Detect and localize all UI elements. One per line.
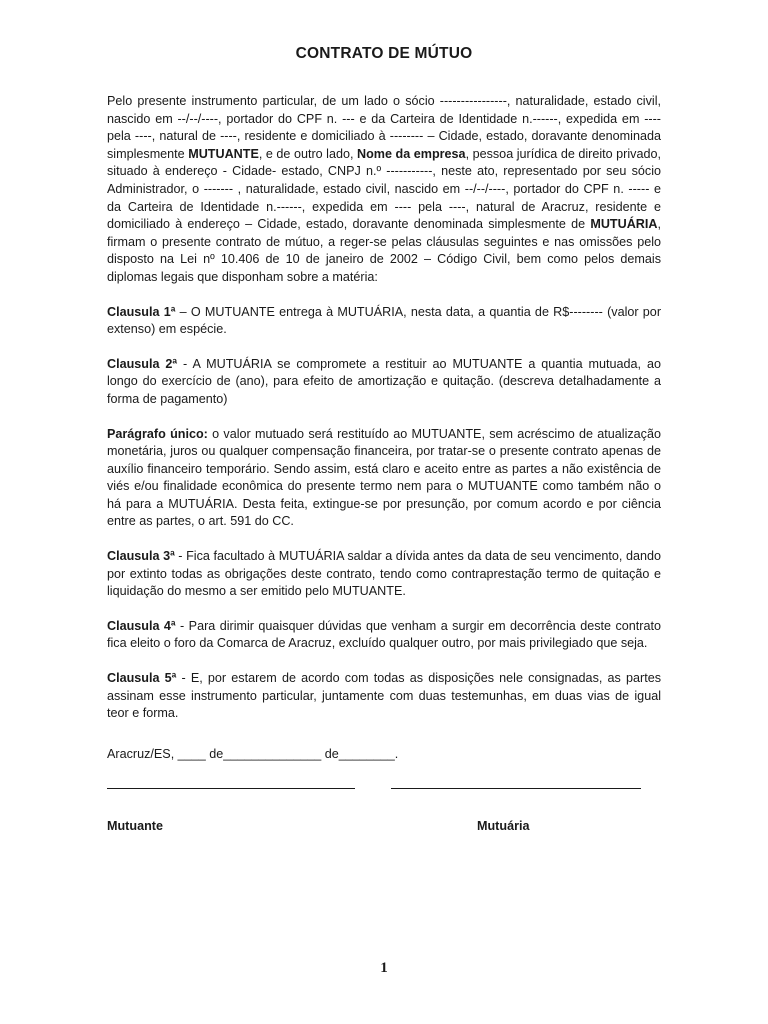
mutuante-term: MUTUANTE	[188, 146, 259, 161]
signature-line-mutuante	[107, 788, 355, 789]
company-name: Nome da empresa	[357, 146, 466, 161]
signature-label-mutuaria: Mutuária	[477, 819, 530, 833]
contract-body	[107, 93, 661, 740]
clause-5	[107, 670, 661, 723]
clause-text: o valor mutuado será restituído ao MUTUANTE, sem acréscimo de atualização monetária, juros ou qualquer compensação financeira, por tratar-se o presente contrato apenas de auxílio financeiro temporário. Sendo assim, está claro e aceito entre as partes a não existência de viés e/ou finalidade econômica do presente termo nem para o MUTUANTE como também não o há para a MUTUÁRIA. Desta feita, extingue-se por presunção, por comum acordo e por ciência entre as partes, o art. 591 do CC.	[107, 426, 661, 529]
clause-text: - E, por estarem de acordo com todas as disposições nele consignadas, as partes assinam esse instrumento particular, juntamente com duas testemunhas, em duas vias de igual teor e forma.	[107, 671, 661, 721]
preamble-text-1: Pelo presente instrumento particular, de um lado o sócio ----------------, naturalidade, estado civil, nascido em --/--/----, portador do CPF n. --- e da Carteira de Identidade n.------, expedida em ---- pela ----, natural de ----, residente e domiciliado à -------- – Cidade, estado, doravante denominada simplesmente	[107, 94, 661, 161]
clause-label: Clausula 5ª	[107, 671, 177, 686]
paragrafo-unico	[107, 426, 661, 532]
preamble-paragraph	[107, 93, 661, 287]
clause-text: - A MUTUÁRIA se compromete a restituir ao MUTUANTE a quantia mutuada, ao longo do exercício de (ano), para efeito de amortização e quitação. (descreva detalhadamente a forma de pagamento)	[107, 356, 662, 406]
clause-label: Clausula 3ª	[107, 549, 175, 564]
date-line: Aracruz/ES, ____ de______________ de________.	[107, 747, 399, 761]
clause-1	[107, 304, 661, 339]
clause-4	[107, 618, 661, 653]
clause-label: Clausula 1ª	[107, 304, 176, 319]
mutuaria-term: MUTUÁRIA	[590, 217, 658, 232]
clause-label: Clausula 2ª	[107, 356, 178, 371]
preamble-text-2: , e de outro lado,	[258, 146, 358, 161]
preamble-text-3: , pessoa jurídica de direito privado, situado à endereço - Cidade- estado, CNPJ n.º -----------, neste ato, representado por seu sócio Administrador, o ------- , naturalidade, estado civil, nascido em --/--/----, portador do CPF n. ----- e da Carteira de Identidade n.------, expedida em ---- pela ----, natural de Aracruz, residente e domiciliado à endereço – Cidade, estado, doravante denominada simplesmente de	[107, 146, 661, 232]
clause-3	[107, 548, 661, 601]
clause-text: - Para dirimir quaisquer dúvidas que venham a surgir em decorrência deste contrato fica eleito o foro da Comarca de Aracruz, excluído qualquer outro, por mais privilegiado que seja.	[107, 618, 661, 651]
clause-text: - Fica facultado à MUTUÁRIA saldar a dívida antes da data de seu vencimento, dando por extinto todas as obrigações deste contrato, tendo como contraprestação termo de quitação e liquidação do mesmo a ser emitido pelo MUTUANTE.	[107, 549, 661, 599]
signature-line-mutuaria	[391, 788, 641, 789]
clause-label: Parágrafo único:	[107, 426, 208, 441]
clause-label: Clausula 4ª	[107, 618, 176, 633]
signature-label-mutuante: Mutuante	[107, 819, 163, 833]
clause-text: – O MUTUANTE entrega à MUTUÁRIA, nesta data, a quantia de R$-------- (valor por extenso) em espécie.	[107, 304, 662, 337]
clause-2	[107, 356, 661, 409]
preamble-text-4: , firmam o presente contrato de mútuo, a reger-se pelas cláusulas seguintes e nas omissões pelo disposto na Lei nº 10.406 de 10 de janeiro de 2002 – Código Civil, bem como pelos demais diplomas legais que disponham sobre a matéria:	[107, 217, 661, 284]
document-title: CONTRATO DE MÚTUO	[295, 45, 473, 62]
page-number: 1	[380, 960, 388, 976]
